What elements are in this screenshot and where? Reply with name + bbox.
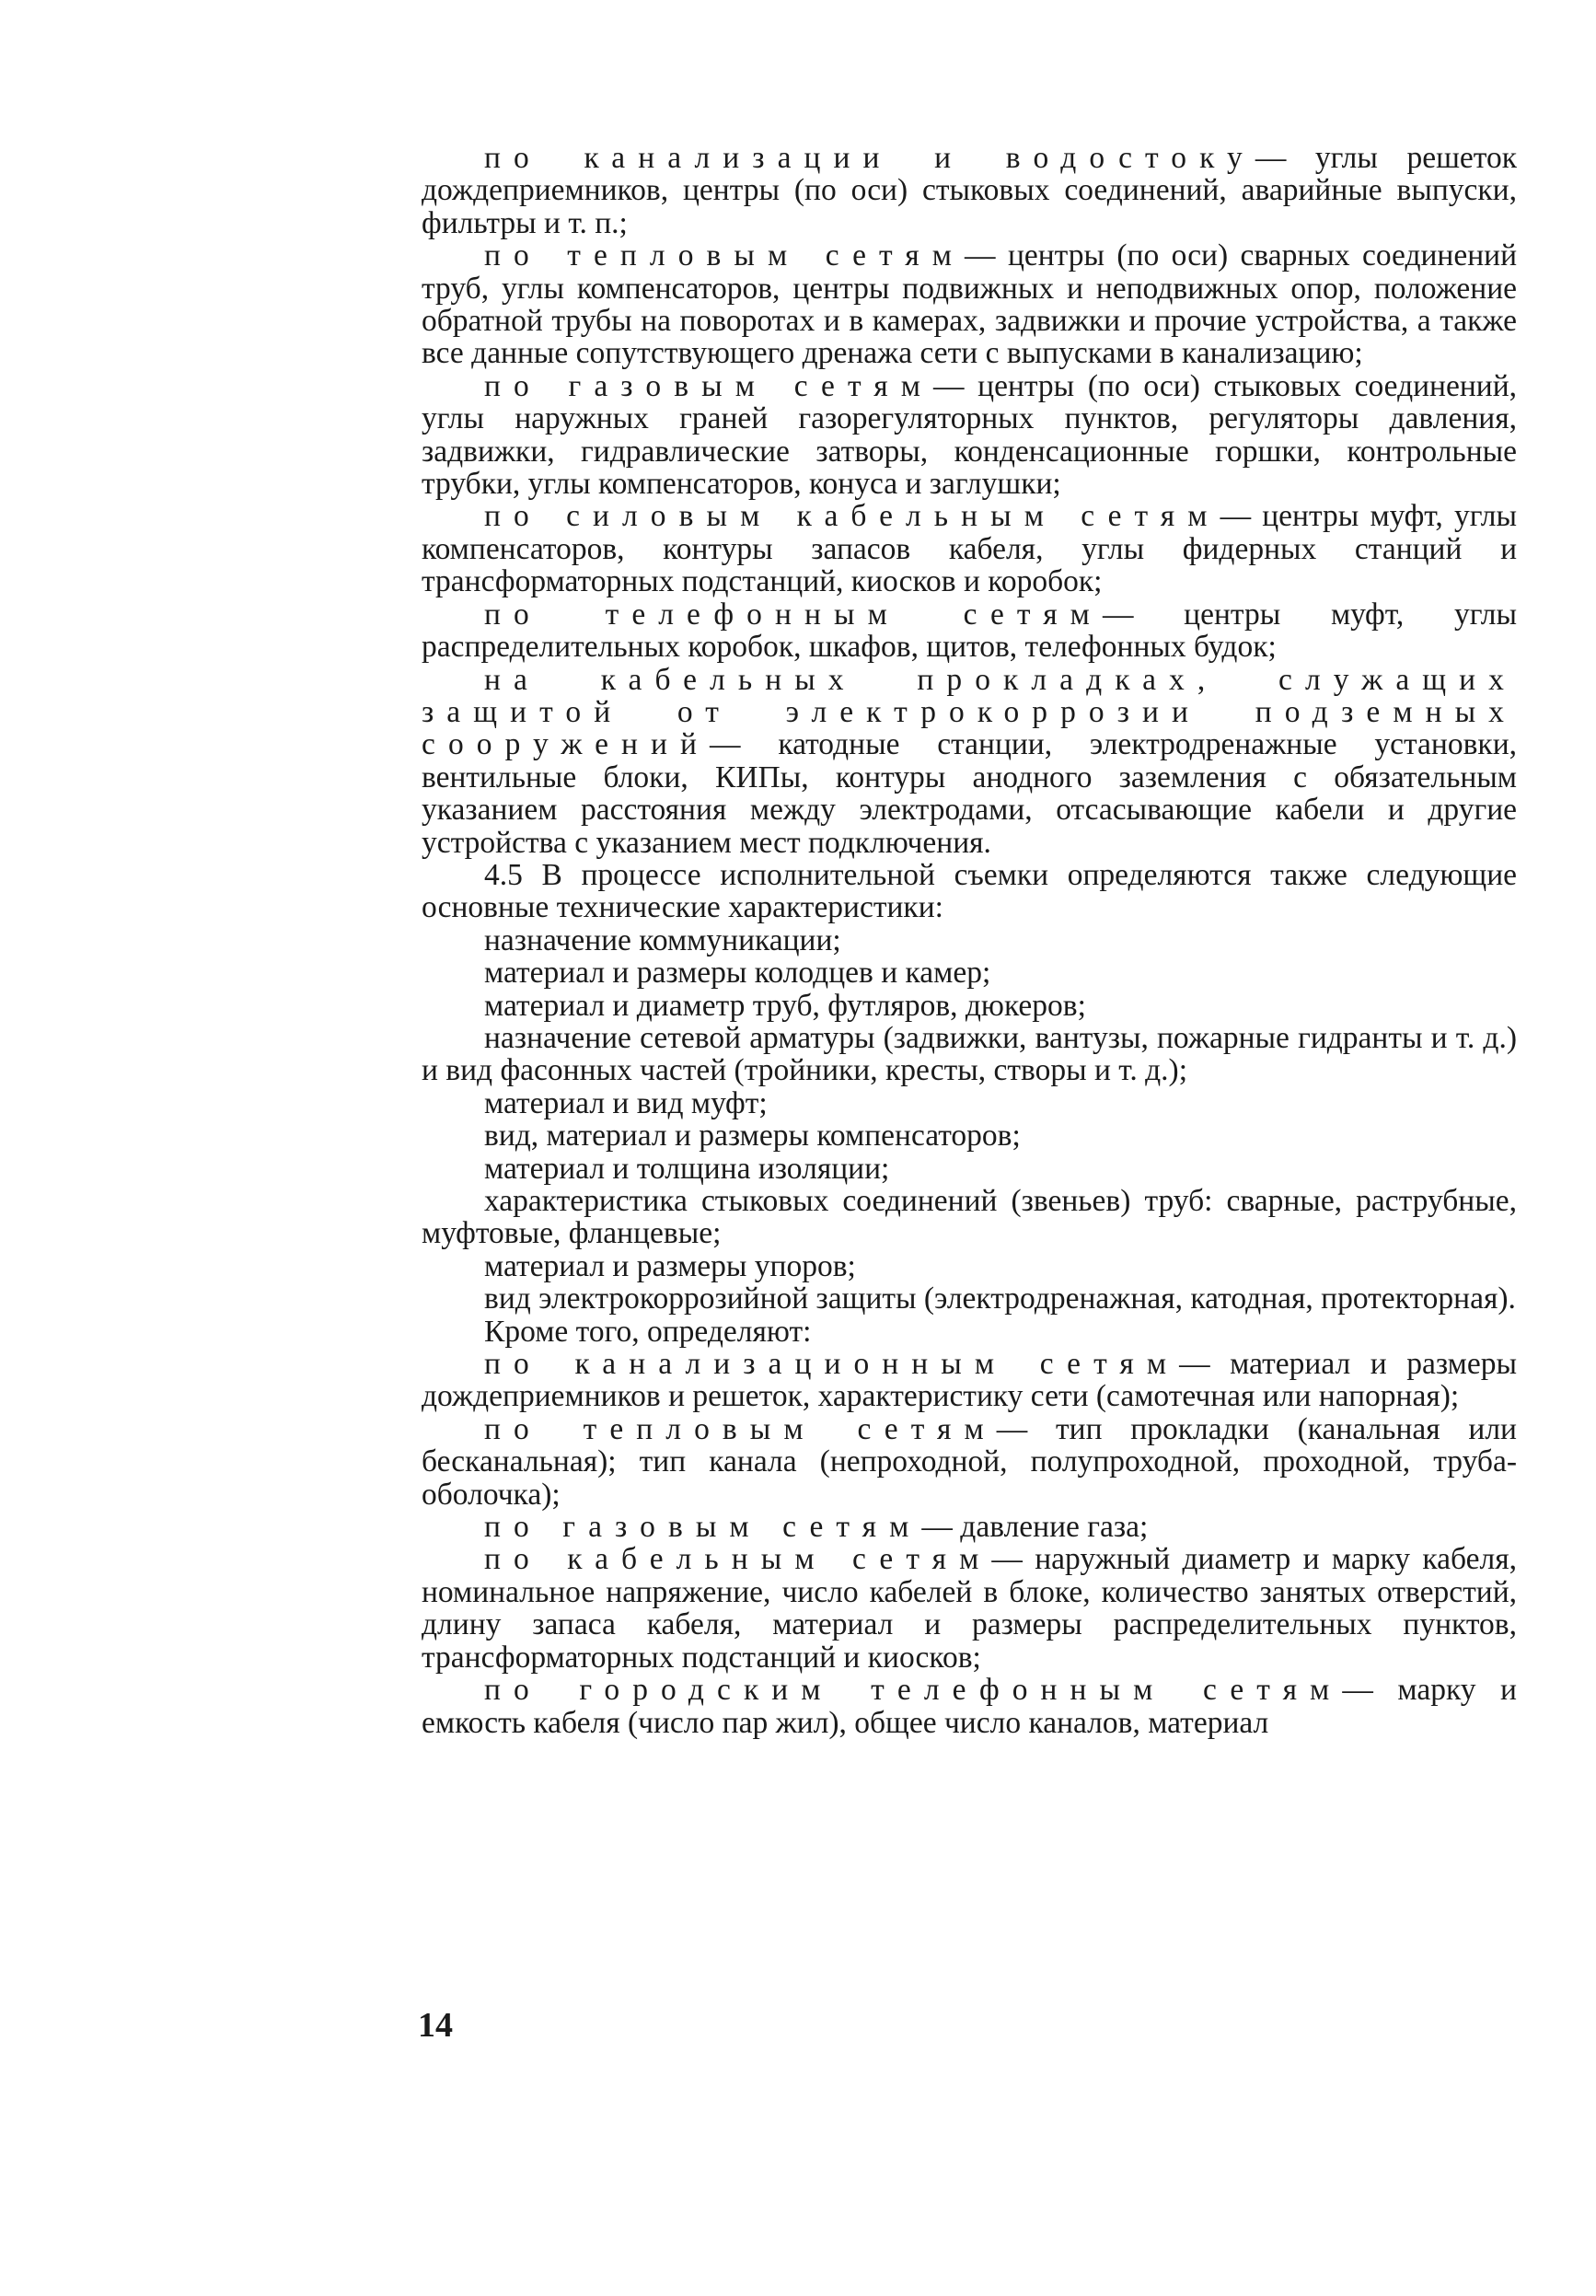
list-item xyxy=(422,924,1517,957)
paragraph-text: — наружный диаметр и марку кабеля, номинальное напряжение, число кабелей в блоке, количество занятых отверстий, длину запаса кабеля, материал и размеры распределительных пунктов, трансформаторных подстанций и киосков; xyxy=(422,1542,1517,1675)
spaced-lead: по кабельным сетям xyxy=(484,1542,992,1577)
paragraph-text: — центры (по оси) стыковых соединений, углы наружных граней газорегуляторных пунктов, регуляторы давления, задвижки, гидравлические затворы, конденсационные горшки, контрольные трубки, углы компенсаторов, конуса и заглушки; xyxy=(422,368,1518,502)
spaced-lead: по телефонным сетям xyxy=(484,597,1103,632)
list-item xyxy=(422,1185,1517,1250)
paragraph-text: — материал и размеры дождеприемников и решеток, характеристику сети (самотечная или напорная); xyxy=(422,1347,1517,1414)
spaced-lead: на кабельных прокладках, служащих защитой от электрокоррозии подземных сооружений xyxy=(422,662,1517,762)
paragraph xyxy=(422,1413,1517,1511)
paragraph xyxy=(422,1511,1517,1543)
paragraph-text: — катодные станции, электродренажные установки, вентильные блоки, КИПы, контуры анодного заземления с обязательным указанием расстояния между электродами, отсасывающие кабели и другие устройства с указанием мест подключения. xyxy=(422,727,1517,860)
spaced-lead: по канализационным сетям xyxy=(484,1347,1180,1382)
paragraph-text: — углы решеток дождеприемников, центры (по оси) стыковых соединений, аварийные выпуски, фильтры и т. п.; xyxy=(422,141,1517,240)
paragraph-text: характеристика стыковых соединений (звеньев) труб: сварные, раструбные, муфтовые, фланцевые; xyxy=(422,1184,1517,1251)
page-number: 14 xyxy=(418,2006,453,2045)
paragraph-text: — центры (по оси) сварных соединений труб, углы компенсаторов, центры подвижных и неподвижных опор, положение обратной трубы на поворотах и в камерах, задвижки и прочие устройства, а также все данные сопутствующего дренажа сети с выпусками в канализацию; xyxy=(422,238,1517,371)
list-item xyxy=(422,1250,1517,1282)
paragraph xyxy=(422,239,1517,370)
spaced-lead: по газовым сетям xyxy=(484,1510,922,1545)
spaced-lead: по городским телефонным сетям xyxy=(484,1673,1343,1708)
body-text xyxy=(422,142,1517,1739)
paragraph xyxy=(422,1543,1517,1674)
paragraph xyxy=(422,142,1517,239)
paragraph-text: материал и размеры упоров; xyxy=(484,1248,856,1283)
paragraph-text: — тип прокладки (канальная или бесканальная); тип канала (непроходной, полупроходной, проходной, труба-оболочка); xyxy=(422,1411,1517,1512)
paragraph xyxy=(422,1316,1517,1348)
list-item xyxy=(422,990,1517,1022)
paragraph xyxy=(422,664,1517,859)
paragraph xyxy=(422,370,1517,501)
paragraph-text: вид электрокоррозийной защиты (электродренажная, катодная, протекторная). xyxy=(484,1281,1516,1316)
paragraph-text: назначение сетевой арматуры (задвижки, вантузы, пожарные гидранты и т. д.) и вид фасонных частей (тройники, кресты, створы и т. д.); xyxy=(422,1020,1517,1088)
paragraph-text: Кроме того, определяют: xyxy=(484,1314,812,1349)
paragraph-text: материал и диаметр труб, футляров, дюкеров; xyxy=(484,988,1086,1023)
paragraph xyxy=(422,1674,1517,1739)
list-item xyxy=(422,1153,1517,1185)
paragraph xyxy=(422,598,1517,664)
paragraph-text: — марку и емкость кабеля (число пар жил), общее число каналов, материал xyxy=(422,1673,1517,1740)
spaced-lead: по силовым кабельным сетям xyxy=(484,499,1220,534)
list-item xyxy=(422,957,1517,989)
paragraph-text: — давление газа; xyxy=(921,1510,1149,1545)
spaced-lead: по тепловым сетям xyxy=(484,1411,997,1446)
list-item xyxy=(422,1087,1517,1119)
spaced-lead: по тепловым сетям xyxy=(484,238,966,273)
paragraph-text: материал и вид муфт; xyxy=(484,1085,768,1120)
paragraph-text: материал и размеры колодцев и камер; xyxy=(484,956,991,991)
spaced-lead: по газовым сетям xyxy=(484,368,933,403)
section-paragraph xyxy=(422,859,1517,924)
list-item xyxy=(422,1119,1517,1152)
list-item xyxy=(422,1282,1517,1315)
paragraph-text: — центры муфт, углы компенсаторов, контуры запасов кабеля, углы фидерных станций и трансформаторных подстанций, киосков и коробок; xyxy=(422,499,1517,599)
paragraph-text: вид, материал и размеры компенсаторов; xyxy=(484,1119,1021,1154)
paragraph-text: материал и толщина изоляции; xyxy=(484,1151,890,1186)
list-item xyxy=(422,1022,1517,1087)
paragraph-text: — центры муфт, углы распределительных коробок, шкафов, щитов, телефонных будок; xyxy=(422,597,1517,665)
spaced-lead: по канализации и водостоку xyxy=(484,141,1255,175)
paragraph-text: назначение коммуникации; xyxy=(484,922,841,957)
paragraph xyxy=(422,500,1517,597)
paragraph-text: 4.5 В процессе исполнительной съемки определяются также следующие основные технические характеристики: xyxy=(422,857,1517,925)
paragraph xyxy=(422,1348,1517,1413)
